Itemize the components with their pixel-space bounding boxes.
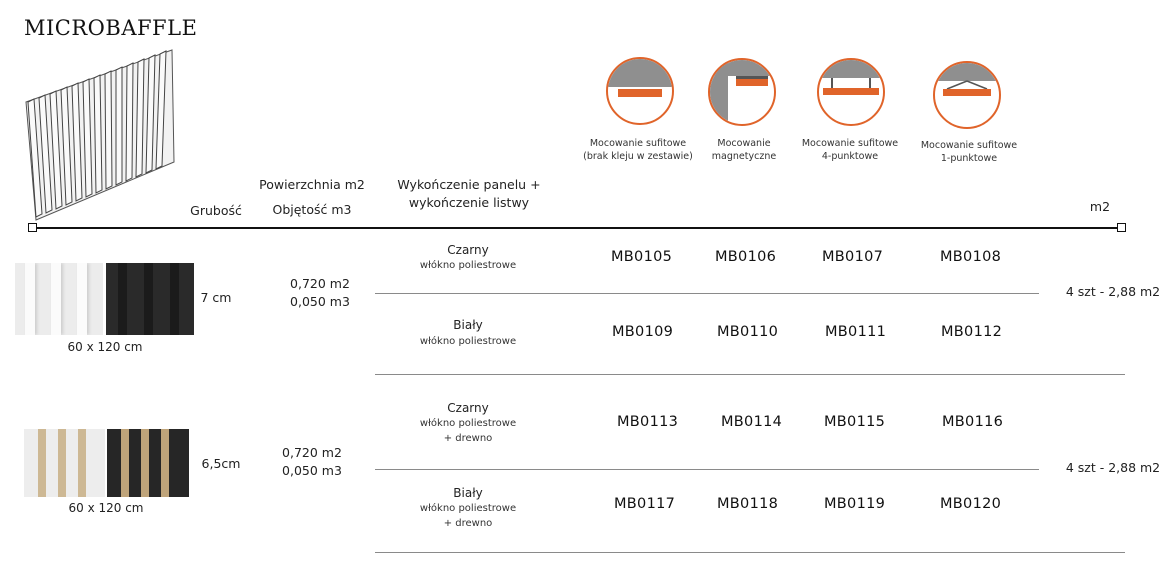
magnetic-mount-icon xyxy=(708,58,776,126)
group-divider xyxy=(375,552,1125,553)
finish-material-extra: + drewno xyxy=(443,433,493,444)
product-code: MB0105 xyxy=(611,249,673,265)
header-volume: Objętość m3 xyxy=(272,202,352,217)
product-code: MB0106 xyxy=(715,249,777,265)
finish-material: włókno poliestrowe xyxy=(419,336,517,347)
group2-thickness: 6,5cm xyxy=(201,456,241,471)
rule-endpoint-left xyxy=(28,223,37,232)
header-m2: m2 xyxy=(1089,199,1111,214)
white-wood-panel-swatch xyxy=(24,429,105,497)
finish-material: włókno poliestrowe xyxy=(419,503,517,514)
white-panel-swatch xyxy=(15,263,103,335)
product-code: MB0114 xyxy=(721,414,783,430)
mount-label-ceiling: Mocowanie sufitowe (brak kleju w zestawie) xyxy=(583,138,693,162)
finish-color: Biały xyxy=(453,318,483,332)
row-divider xyxy=(375,469,1039,470)
four-point-mount-icon xyxy=(817,58,885,126)
black-panel-swatch xyxy=(106,263,194,335)
black-wood-panel-swatch xyxy=(107,429,189,497)
product-code: MB0110 xyxy=(717,324,779,340)
mount-label-one-point: Mocowanie sufitowe 1-punktowe xyxy=(920,140,1018,164)
ceiling-mount-icon xyxy=(606,57,674,125)
group2-pack: 4 szt - 2,88 m2 xyxy=(1065,460,1161,475)
rule-endpoint-right xyxy=(1117,223,1126,232)
one-point-mount-icon xyxy=(933,61,1001,129)
product-code: MB0111 xyxy=(825,324,887,340)
product-code: MB0119 xyxy=(824,496,886,512)
product-code: MB0120 xyxy=(940,496,1002,512)
group1-area: 0,720 m2 xyxy=(290,276,350,291)
header-thickness: Grubość xyxy=(190,203,242,218)
product-code: MB0109 xyxy=(612,324,674,340)
product-code: MB0112 xyxy=(941,324,1003,340)
mount-label-four-point: Mocowanie sufitowe 4-punktowe xyxy=(801,138,899,162)
finish-material: włókno poliestrowe xyxy=(419,418,517,429)
group1-thickness: 7 cm xyxy=(200,290,232,305)
finish-color: Czarny xyxy=(447,243,489,257)
header-finish-line2: wykończenie listwy xyxy=(408,195,530,210)
product-code: MB0118 xyxy=(717,496,779,512)
mount-label-magnetic: Mocowanie magnetyczne xyxy=(711,138,777,162)
panel-illustration xyxy=(22,44,182,222)
product-code: MB0108 xyxy=(940,249,1002,265)
finish-color: Biały xyxy=(453,486,483,500)
product-code: MB0117 xyxy=(614,496,676,512)
group1-pack: 4 szt - 2,88 m2 xyxy=(1065,284,1161,299)
group2-volume: 0,050 m3 xyxy=(282,463,342,478)
header-rule xyxy=(34,227,1120,229)
group-divider xyxy=(375,374,1125,375)
header-area: Powierzchnia m2 xyxy=(259,177,365,192)
row-divider xyxy=(375,293,1039,294)
product-code: MB0107 xyxy=(822,249,884,265)
group2-area: 0,720 m2 xyxy=(282,445,342,460)
finish-material-extra: + drewno xyxy=(443,518,493,529)
group1-volume: 0,050 m3 xyxy=(290,294,350,309)
group1-size: 60 x 120 cm xyxy=(67,340,143,354)
product-code: MB0116 xyxy=(942,414,1004,430)
finish-color: Czarny xyxy=(447,401,489,415)
product-code: MB0115 xyxy=(824,414,886,430)
page-title: MICROBAFFLE xyxy=(24,16,198,40)
group2-size: 60 x 120 cm xyxy=(68,501,144,515)
finish-material: włókno poliestrowe xyxy=(419,260,517,271)
header-finish-line1: Wykończenie panelu + xyxy=(397,177,541,192)
product-code: MB0113 xyxy=(617,414,679,430)
